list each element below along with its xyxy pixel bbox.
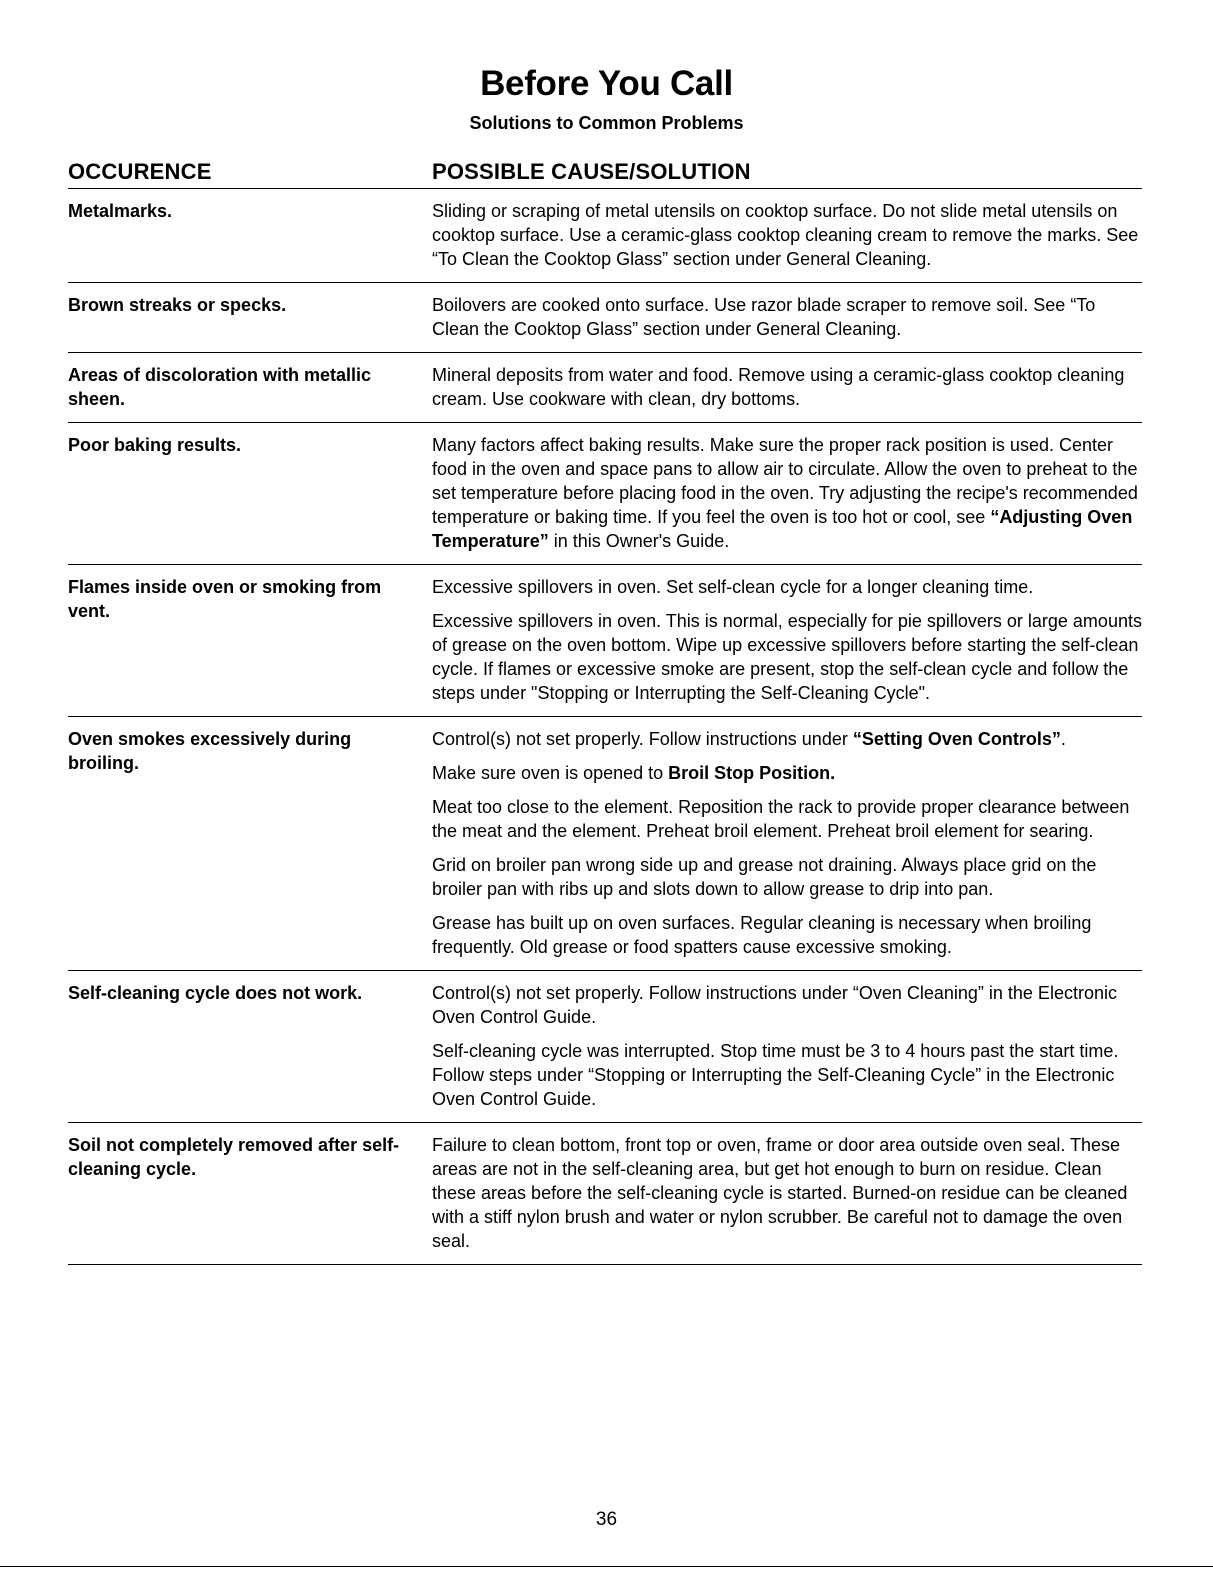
solution-text: Grid on broiler pan wrong side up and grease not draining. Always place grid on the broiler pan with ribs up and slots down to allow grease to drip into pan. (432, 855, 1097, 899)
solution-text: Control(s) not set properly. Follow instructions under (432, 729, 853, 749)
table-header-row (68, 157, 1142, 189)
solution-paragraph (432, 981, 1142, 1029)
solution-text: Self-cleaning cycle was interrupted. Stop time must be 3 to 4 hours past the start time. Follow steps under “Stopping or Interrupting the Self-Cleaning Cycle” in the Electronic Oven Control Guide. (432, 1041, 1119, 1109)
occurrence-label: Areas of discoloration with metallic sheen. (68, 365, 372, 409)
occurrence-label: Poor baking results. (68, 435, 242, 455)
solution-text: Grease has built up on oven surfaces. Regular cleaning is necessary when broiling frequently. Old grease or food spatters cause excessive smoking. (432, 913, 1092, 957)
table-row (68, 353, 1142, 423)
emphasized-reference: Broil Stop Position. (668, 763, 836, 783)
solution-cell (432, 293, 1142, 341)
occurrence-label: Metalmarks. (68, 201, 173, 221)
column-header-solution: POSSIBLE CAUSE/SOLUTION (432, 159, 751, 184)
page-number: 36 (595, 1509, 618, 1530)
table-row (68, 971, 1142, 1123)
occurrence-label: Self-cleaning cycle does not work. (68, 983, 363, 1003)
occurrence-label: Flames inside oven or smoking from vent. (68, 577, 382, 621)
emphasized-reference: “Setting Oven Controls” (852, 729, 1061, 749)
solution-paragraph (432, 911, 1142, 959)
table-body (68, 189, 1142, 1265)
solution-paragraph (432, 1039, 1142, 1111)
solution-paragraph (432, 609, 1142, 705)
solution-text: Excessive spillovers in oven. This is normal, especially for pie spillovers or large amounts of grease on the oven bottom. Wipe up excessive spillovers before starting the self-clean cycle. If flames or excessive smoke are present, stop the self-clean cycle and follow the steps under "Stopping or Interrupting the Self-Cleaning Cycle". (432, 611, 1142, 703)
occurrence-label: Brown streaks or specks. (68, 295, 287, 315)
solution-text: Control(s) not set properly. Follow instructions under “Oven Cleaning” in the Electronic Oven Control Guide. (432, 983, 1117, 1027)
solution-cell (432, 199, 1142, 271)
solution-text: in this Owner's Guide. (548, 531, 730, 551)
solution-text: Many factors affect baking results. Make sure the proper rack position is used. Center food in the oven and space pans to allow air to circulate. Allow the oven to preheat to the set temperature before placing food in the oven. Try adjusting the recipe's recommended temperature or baking time. If you feel the oven is too hot or cool, see (432, 435, 1138, 527)
solution-cell (432, 433, 1142, 553)
solution-cell (432, 1133, 1142, 1253)
solution-paragraph (432, 199, 1142, 271)
solution-paragraph (432, 853, 1142, 901)
solution-paragraph (432, 1133, 1142, 1253)
solution-text: . (1060, 729, 1066, 749)
solution-paragraph (432, 433, 1142, 553)
bottom-rule (0, 1566, 1213, 1567)
column-header-occurrence: OCCURENCE (68, 159, 212, 184)
table-row (68, 189, 1142, 283)
solution-paragraph (432, 727, 1142, 751)
table-row (68, 283, 1142, 353)
solution-cell (432, 981, 1142, 1111)
table-row (68, 565, 1142, 717)
solution-paragraph (432, 363, 1142, 411)
solution-text: Mineral deposits from water and food. Remove using a ceramic-glass cooktop cleaning cream. Use cookware with clean, dry bottoms. (432, 365, 1125, 409)
table-row (68, 717, 1142, 971)
occurrence-label: Oven smokes excessively during broiling. (68, 729, 352, 773)
solution-text: Sliding or scraping of metal utensils on cooktop surface. Do not slide metal utensils on cooktop surface. Use a ceramic-glass cooktop cleaning cream to remove the marks. See “To Clean the Cooktop Glass” section under General Cleaning. (432, 201, 1139, 269)
solution-cell (432, 575, 1142, 705)
solution-text: Excessive spillovers in oven. Set self-clean cycle for a longer cleaning time. (432, 577, 1034, 597)
solution-paragraph (432, 575, 1142, 599)
solution-cell (432, 363, 1142, 411)
page-title: Before You Call (480, 64, 733, 103)
emphasized-reference: “Adjusting Oven Temperature” (432, 507, 1133, 551)
solution-text: Failure to clean bottom, front top or oven, frame or door area outside oven seal. These areas are not in the self-cleaning area, but get hot enough to burn on residue. Clean these areas before the self-cleaning cycle is started. Burned-on residue can be cleaned with a stiff nylon brush and water or nylon scrubber. Be careful not to damage the oven seal. (432, 1135, 1128, 1251)
solution-paragraph (432, 761, 1142, 785)
table-row (68, 1123, 1142, 1265)
solution-text: Boilovers are cooked onto surface. Use razor blade scraper to remove soil. See “To Clean the Cooktop Glass” section under General Cleaning. (432, 295, 1096, 339)
solution-text: Meat too close to the element. Reposition the rack to provide proper clearance between the meat and the element. Preheat broil element. Preheat broil element for searing. (432, 797, 1130, 841)
solution-paragraph (432, 293, 1142, 341)
table-row (68, 423, 1142, 565)
solution-text: Make sure oven is opened to (432, 763, 669, 783)
solution-cell (432, 727, 1142, 959)
troubleshooting-table (68, 157, 1142, 1265)
page-subtitle: Solutions to Common Problems (469, 113, 744, 133)
occurrence-label: Soil not completely removed after self-cleaning cycle. (68, 1135, 400, 1179)
solution-paragraph (432, 795, 1142, 843)
